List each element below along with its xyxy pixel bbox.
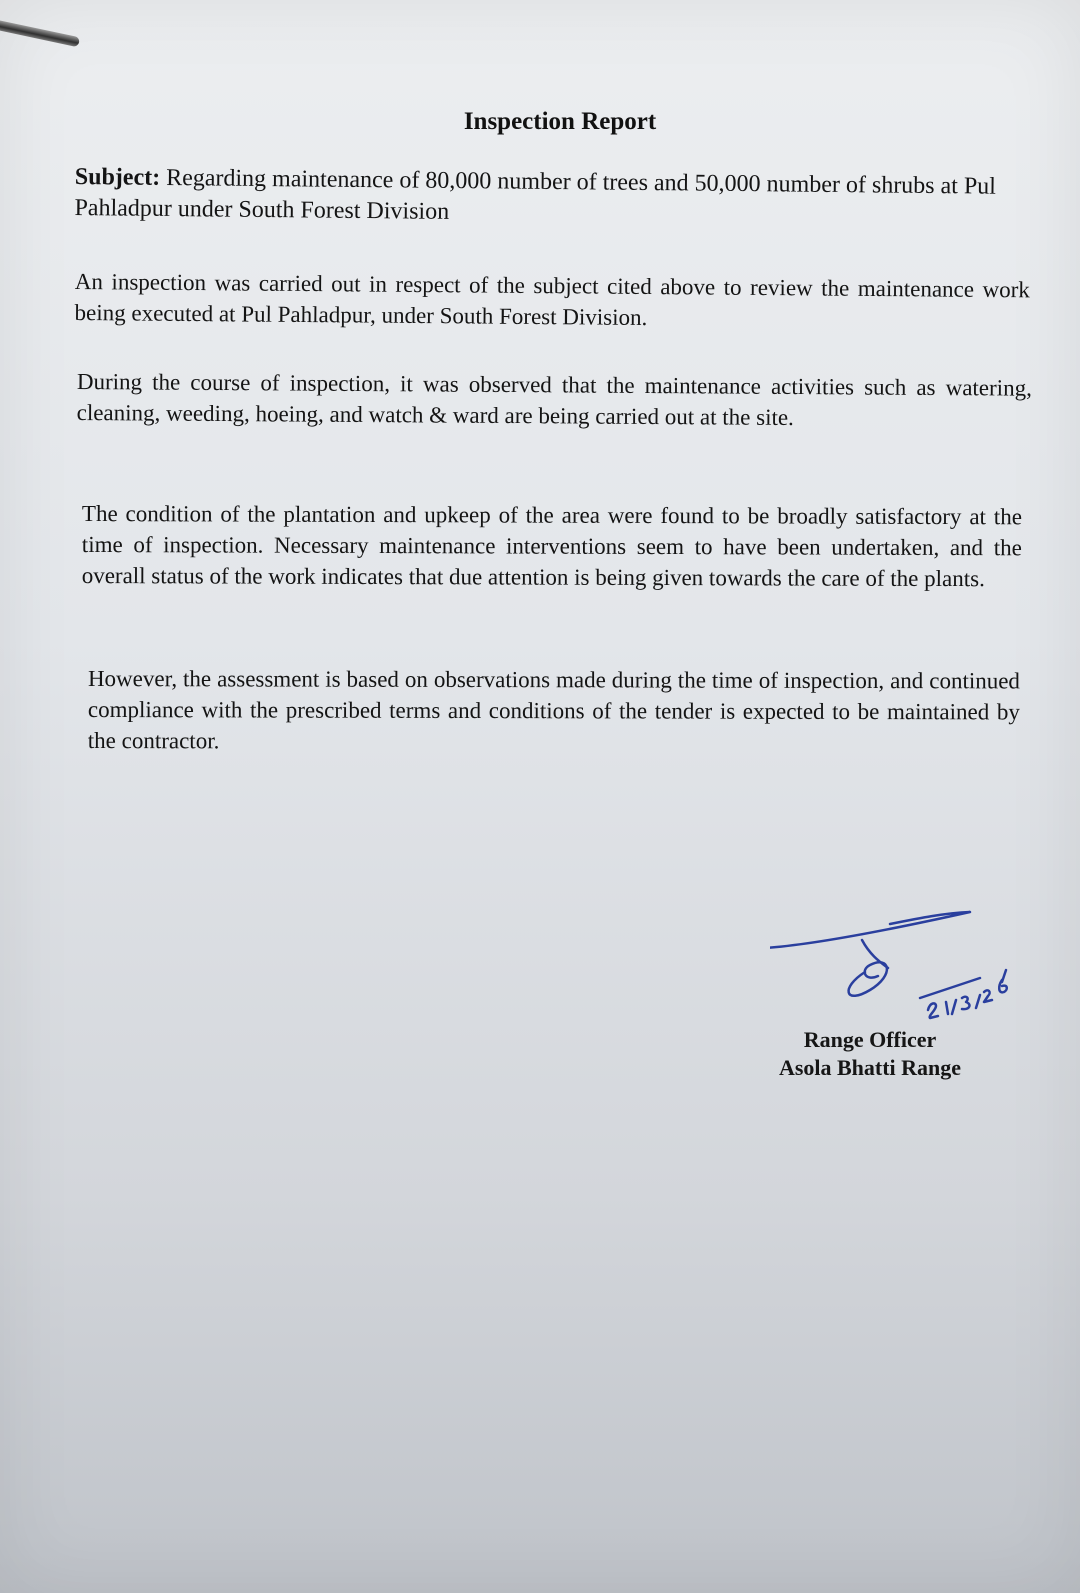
subject-line [74, 162, 1047, 234]
signatory-range: Asola Bhatti Range [778, 1055, 962, 1080]
subject-text: Regarding maintenance of 80,000 number of trees and 50,000 number of shrubs at Pul Pahladpur under South Forest Division [74, 164, 997, 225]
handwritten-signature [770, 910, 1030, 1020]
paragraph-assessment: However, the assessment is based on observations made during the time of inspection, and continued compliance with the prescribed terms and conditions of the tender is expected to be maintained by the contractor. [87, 666, 1020, 754]
subject-label: Subject: [74, 163, 161, 191]
signature-strokes [770, 912, 1007, 1018]
report-title: Inspection Report [463, 108, 657, 135]
signatory-designation: Range Officer [803, 1027, 937, 1052]
staple-pin [0, 19, 80, 47]
paragraph-observation: During the course of inspection, it was observed that the maintenance activities such as watering, cleaning, weeding, hoeing, and watch & ward are being carried out at the site. [76, 368, 1032, 431]
paragraph-condition: The condition of the plantation and upkeep of the area were found to be broadly satisfactory at the time of inspection. Necessary maintenance interventions seem to have been undertaken, and the overall status of the work indicates that due attention is being given towards the care of the plants. [81, 500, 1022, 592]
signatory-block [740, 1026, 1000, 1082]
paragraph-inspection: An inspection was carried out in respect of the subject cited above to review the maintenance work being executed at Pul Pahladpur, under South Forest Division. [74, 268, 1030, 330]
